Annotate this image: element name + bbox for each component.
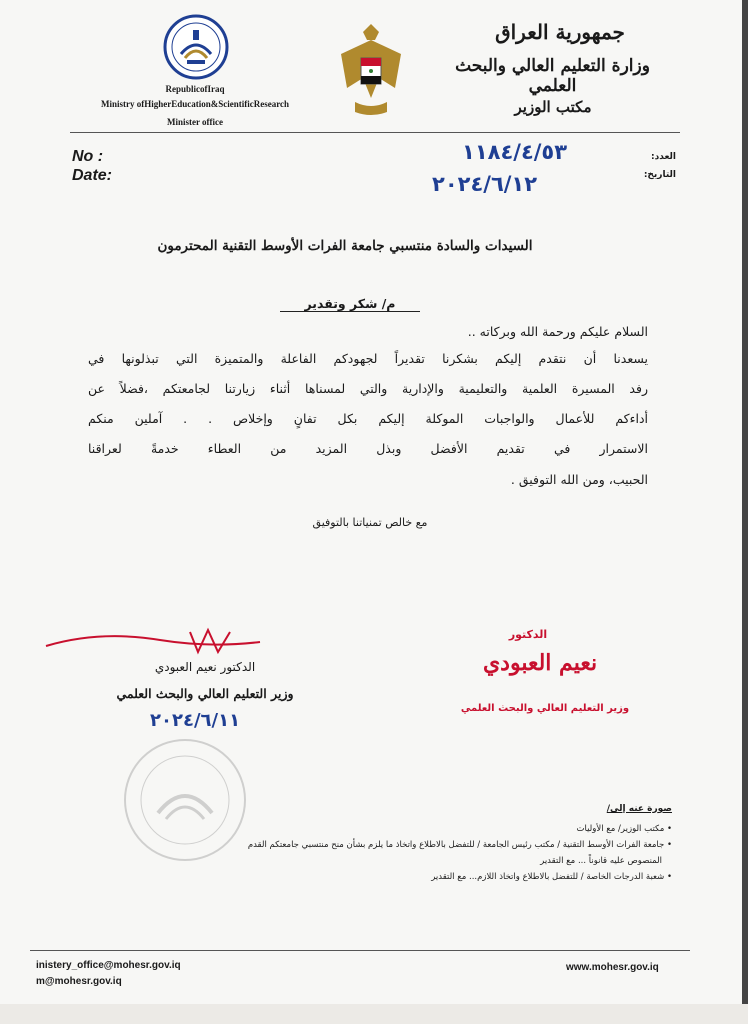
footer-email-1: inistery_office@mohesr.gov.iq (36, 960, 181, 971)
copies-item-3-text: شعبة الدرجات الخاصة / للتفضل بالاطلاع واتخاذ اللازم... مع التقدير (431, 872, 665, 882)
header-divider (70, 132, 680, 133)
stamp-role: وزير التعليم العالي والبحث العلمي (460, 703, 630, 714)
number-label-ar: العدد: (651, 152, 676, 162)
copies-item-1-text: مكتب الوزير/ مع الأوليات (576, 824, 665, 834)
republic-ar: جمهورية العراق (495, 20, 625, 44)
office-en: Minister office (166, 117, 224, 127)
stamp-title: الدكتور (508, 628, 548, 641)
signatory-title: وزير التعليم العالي والبحث العلمي (116, 686, 294, 701)
closing-line: مع خالص تمنياتنا بالتوفيق (312, 516, 428, 529)
copies-item-3: • شعبة الدرجات الخاصة / للتفضل بالاطلاع واتخاذ اللازم... مع التقدير (431, 872, 672, 882)
bottom-edge (0, 1004, 748, 1024)
copies-item-2: • جامعة الفرات الأوسط التقنية / مكتب رئيس الجامعة / للتفضل بالاطلاع واتخاذ ما يلزم بشأن منح منتسبي جامعتكم القدم (247, 840, 672, 850)
copies-item-1: • مكتب الوزير/ مع الأوليات (576, 824, 672, 834)
date-value: ٢٠٢٤/٦/١٢ (432, 172, 538, 196)
iraq-eagle-emblem (335, 18, 407, 122)
copies-label: صورة عنه إلى/ (606, 804, 672, 814)
body-line-3: أداءكم للأعمال والواجبات الموكلة إليكم بكل تفانٍ وإخلاص . . آملين منكم (88, 411, 648, 426)
body-line-2: رفد المسيرة العلمية والتعليمية والإدارية والتي لمسناها أثناء زيارتنا لجامعتكم ،فضلاً عن (88, 381, 648, 396)
footer-website: www.mohesr.gov.iq (566, 962, 659, 973)
ministry-ar: وزارة التعليم العالي والبحث العلمي (455, 56, 650, 96)
date-label-ar: التاريخ: (643, 170, 676, 180)
signature-date: ٢٠٢٤/٦/١١ (150, 710, 241, 731)
body-line-1: يسعدنا أن نتقدم إليكم بشكرنا تقديراً لجهودكم الفاعلة والمتميزة التي تبذلونها في (88, 351, 648, 366)
body-line-5: الحبيب، ومن الله التوفيق . (510, 472, 648, 487)
ministry-en: Ministry ofHigherEducation&ScientificResearch (100, 99, 290, 109)
number-value: ١١٨٤/٤/٥٣ (462, 140, 568, 164)
subject-line: م/ شكر وتقدير (280, 296, 420, 312)
stamp-name: نعيم العبودي (482, 650, 598, 676)
republic-en: RepublicofIraq (165, 84, 225, 94)
copies-item-2-text: جامعة الفرات الأوسط التقنية / مكتب رئيس الجامعة / للتفضل بالاطلاع واتخاذ ما يلزم بشأن منح منتسبي جامعتكم القدم (247, 840, 665, 850)
footer-email-2: m@mohesr.gov.iq (36, 976, 122, 987)
handwritten-signature (40, 612, 280, 662)
office-ar: مكتب الوزير (514, 98, 592, 116)
ministry-logo (163, 14, 229, 80)
copies-item-2-cont: المنصوص عليه قانوناً ... مع التقدير (540, 856, 662, 866)
recipient-line: السيدات والسادة منتسبي جامعة الفرات الأوسط التقنية المحترمون (157, 238, 533, 254)
signatory-name: الدكتور نعيم العبودي (154, 660, 256, 674)
greeting-line: السلام عليكم ورحمة الله وبركاته .. (467, 324, 648, 339)
binder-edge (742, 0, 748, 1024)
body-line-4: الاستمرار في تقديم الأفضل وبذل المزيد من العطاء خدمةً لعراقنا (88, 441, 648, 456)
date-label: Date: (72, 167, 113, 184)
number-label: No : (72, 148, 104, 165)
footer-divider (30, 950, 690, 951)
